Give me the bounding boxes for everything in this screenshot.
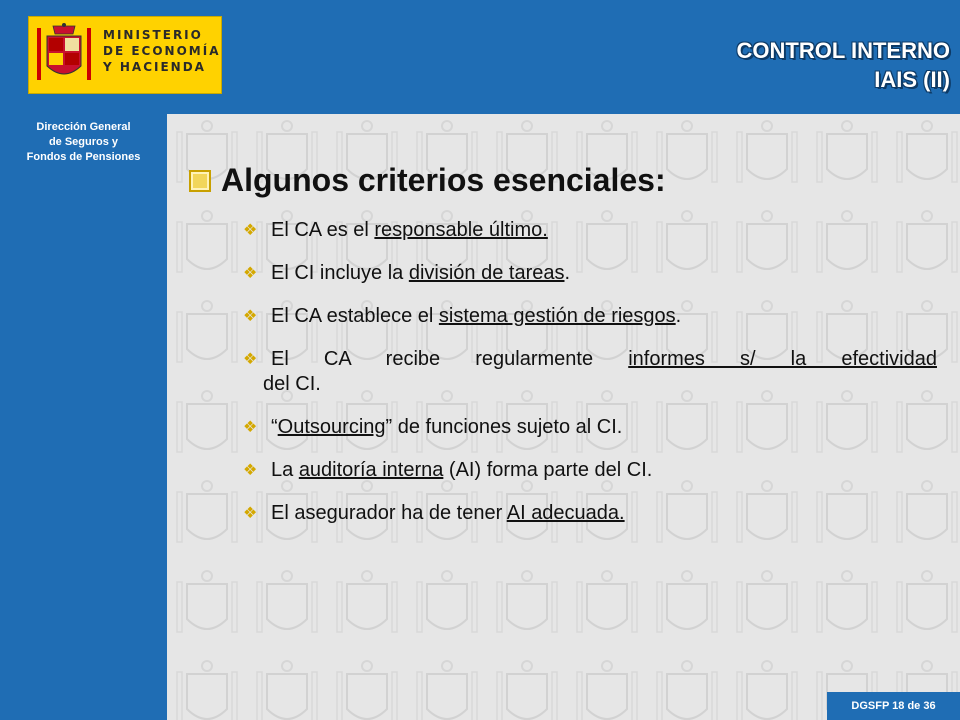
list-item-continuation: del CI. (263, 373, 321, 395)
title-line-2: IAIS (II) (874, 67, 950, 92)
department-line-1: Dirección General (36, 121, 131, 133)
content-area (167, 114, 960, 720)
diamond-bullet-icon: ❖ (243, 265, 258, 282)
criteria-list (243, 218, 943, 544)
diamond-bullet-icon: ❖ (243, 308, 258, 325)
underlined-term: sistema gestión de riesgos (438, 305, 676, 327)
list-item (243, 415, 943, 440)
list-item (243, 304, 943, 329)
diamond-bullet-icon: ❖ (243, 351, 258, 368)
coat-of-arms-icon (35, 22, 93, 88)
title-line-1: CONTROL INTERNO (736, 38, 950, 63)
diamond-bullet-icon: ❖ (243, 222, 258, 239)
diamond-bullet-icon: ❖ (243, 505, 258, 522)
list-item (243, 458, 943, 483)
list-item (243, 218, 943, 243)
page-number: DGSFP 18 de 36 (827, 692, 960, 720)
underlined-term: auditoría interna (298, 459, 444, 481)
list-item-text: “Outsourcing” de funciones sujeto al CI. (271, 416, 623, 438)
list-item-text: La auditoría interna (AI) forma parte del CI. (271, 459, 653, 481)
list-item-text: El CI incluye la división de tareas. (271, 262, 571, 284)
list-item (243, 261, 943, 286)
underlined-term: Outsourcing (277, 416, 386, 438)
list-item-text: El CA es el responsable último. (271, 219, 548, 241)
ministry-line-3: Y HACIENDA (103, 60, 206, 74)
underlined-term: responsable último. (374, 219, 548, 241)
department-line-3: Fondos de Pensiones (26, 151, 141, 163)
diamond-bullet-icon: ❖ (243, 419, 258, 436)
list-item-text: El CA establece el sistema gestión de riesgos. (271, 305, 682, 327)
ministry-line-2: DE ECONOMÍA (103, 44, 221, 58)
ministry-name (103, 27, 220, 75)
underlined-term: división de tareas (408, 262, 565, 284)
header-bar (0, 0, 960, 114)
slide-title (737, 36, 950, 94)
list-item (243, 347, 943, 397)
list-item-text: El asegurador ha de tener AI adecuada. (271, 502, 625, 524)
heading-text: Algunos criterios esenciales: (221, 162, 666, 198)
section-heading (189, 162, 666, 199)
list-item-text: El CA recibe regularmente informes s/ la efectividad del CI. (271, 347, 943, 397)
underlined-term: informes s/ la efectividad (628, 348, 937, 370)
department-label (0, 120, 167, 165)
ministry-line-1: MINISTERIO (103, 28, 203, 42)
list-item (243, 501, 943, 526)
underlined-term: AI adecuada. (506, 502, 625, 524)
checkbox-bullet-icon (189, 170, 211, 192)
ministry-logo (28, 16, 222, 94)
department-line-2: de Seguros y (48, 136, 119, 148)
diamond-bullet-icon: ❖ (243, 462, 258, 479)
